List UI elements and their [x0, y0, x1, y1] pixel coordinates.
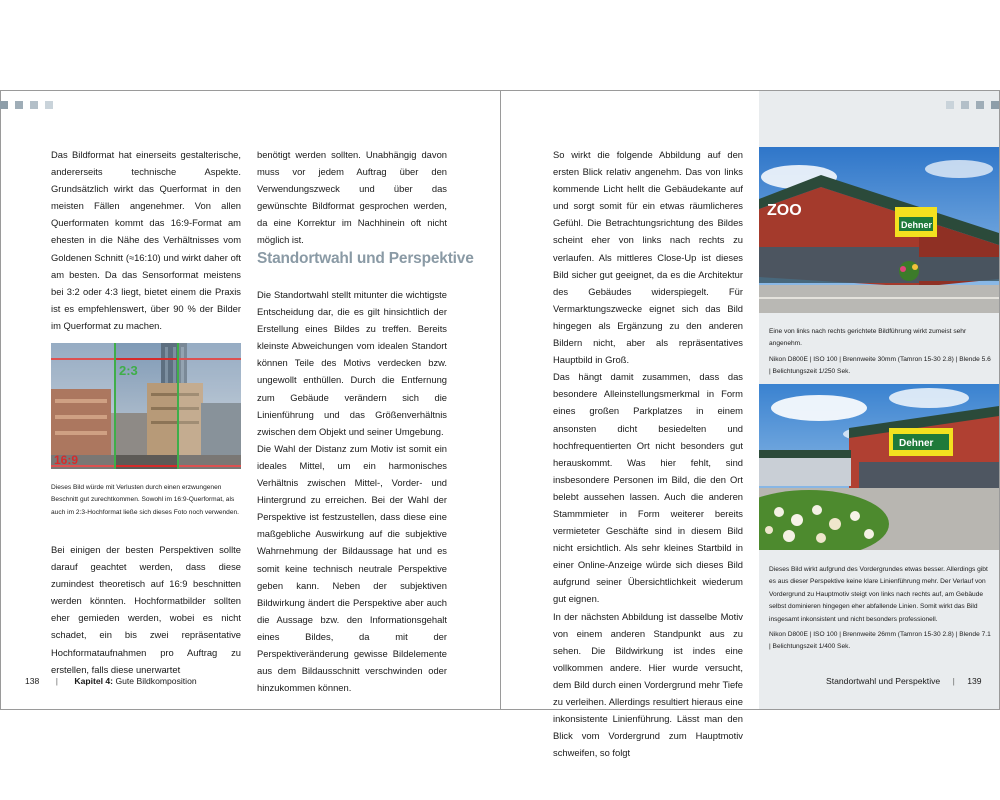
left-column-1-bottom [51, 541, 241, 678]
right-column-text [553, 146, 743, 761]
decor-square-icon [976, 101, 984, 109]
left-photo-caption [51, 482, 243, 519]
zoo-sign: ZOO [767, 202, 802, 219]
chapter-label: Kapitel 4: [74, 676, 114, 686]
decor-square-icon [0, 101, 8, 109]
caption-text: Eine von links nach rechts gerichtete Bildführung wirkt zumeist sehr angenehm. [769, 328, 967, 348]
city-street-illustration [51, 343, 241, 469]
body-paragraph: Das Bildformat hat einerseits gestalterische, andererseits technische Aspekte. Grundsätzlich wirkt das Querformat in den meisten Fällen angenehmer. Von allen Querformaten kommt das 16:9-Format am ehesten in die Nähe des Verhältnisses vom Goldenen Schnitt (≈16:10) und wirkt daher oft am besten. Da das Sensorformat meistens bei 3:2 oder 4:3 liegt, bietet einem die Praxis ist es empfehlenswert, über 90 % der Bilder im Querformat zu machen. [51, 149, 241, 331]
decor-square-icon [961, 101, 969, 109]
ratio-label-2-3: 2:3 [119, 363, 138, 378]
photo1-caption [769, 326, 991, 379]
decor-square-icon [30, 101, 38, 109]
folio-separator: | [952, 676, 955, 686]
caption-exif: Nikon D800E | ISO 100 | Brennweite 30mm (Tamron 15-30 2.8) | Blende 5.6 | Belichtungszeit 1/250 Sek. [769, 355, 991, 376]
dehner-sign: Dehner [901, 220, 933, 230]
body-paragraph: Die Standortwahl stellt mitunter die wichtigste Entscheidung dar, die es gilt hinsichtlich der Erstellung eines Bildes zu treffen. Bereits kleinste Abweichungen vom idealen Standort können Teile des Motivs verdecken bzw. ungewollt enthüllen. Durch die Entfernung zum Gebäude verändern sich die Linienführung und das Größenverhältnis zwischen dem Objekt und seiner Umgebung. [257, 289, 447, 437]
left-column-2-top [257, 146, 447, 249]
decor-square-icon [946, 101, 954, 109]
chapter-title: Gute Bildkomposition [115, 676, 197, 686]
body-paragraph: benötigt werden sollten. Unabhängig davon muss vor jedem Auftrag über den Verwendungszweck und über das gewünschte Bildformat gesprochen werden, da eine Korrektur im Nachhinein oft nicht möglich ist. [257, 149, 447, 246]
body-paragraph: Die Wahl der Distanz zum Motiv ist somit ein ideales Mittel, um ein harmonisches Verhältnis zwischen Mittel-, Vorder- und Hintergrund zu erreichen. Bei der Wahl der Perspektive ist festzustellen, dass diese eine maßgebliche Auswirkung auf die subjektive Wahrnehmung der Bildaussage hat und es somit keine technisch neutrale Perspektive geben kann. Neben der subjektiven Bildwirkung ändert die Perspektive aber auch die Aussage bzw. den Informationsgehalt eines Bildes, da mit der Perspektiveränderung gewisse Bildelemente aus dem Bildausschnitt verschwinden oder hinzukommen können. [257, 442, 447, 694]
city-street-photo [51, 343, 241, 469]
store-photo-flowers [759, 384, 999, 550]
folio-separator: | [55, 676, 58, 686]
photo2-caption [769, 564, 991, 654]
decor-square-icon [15, 101, 23, 109]
dehner-sign: Dehner [899, 438, 934, 449]
caption-exif: Nikon D800E | ISO 100 | Brennweite 26mm (Tamron 15-30 2.8) | Blende 7.1 | Belichtungszeit 1/400 Sek. [769, 631, 991, 651]
right-folio [826, 676, 982, 686]
ratio-label-16-9: 16:9 [54, 453, 79, 467]
store-flowers-illustration [759, 384, 999, 550]
section-title: Standortwahl und Perspektive [826, 676, 941, 686]
body-paragraph: Das hängt damit zusammen, dass das besondere Alleinstellungsmerkmal in Form eines großen Parkplatzes in einem ansonsten dicht besiedelten und hochfrequentierten Ort nicht besonders gut herauskommt. Was hier fehlt, sind insbesondere Personen im Bild, die den Ort belebt aussehen lassen. Auch die anderen Stammmieter in Form weiterer bereits vermieteter Geschäfte sind in diesem Bild nicht ersichtlich. Als sehr kleines Startbild in einer Online-Anzeige würde sich dieses Bild aufgrund seiner Übersichtlichkeit wiederum gut eignen. [553, 371, 743, 605]
section-heading: Standortwahl und Perspektive [257, 250, 474, 267]
caption-text: Dieses Bild wirkt aufgrund des Vordergrundes etwas besser. Allerdings gibt es aus dieser Perspektive keine klare Linienführung mehr. Der Verlauf von Vordergrund zu Hauptmotiv steigt von links nach rechts auf, am Gebäude selbst dominieren hingegen eher abfallende Linien. Somit wirkt das Bild insgesamt inkonsistent und nicht besonders professionell. [769, 566, 988, 623]
decor-square-icon [45, 101, 53, 109]
caption-text: Dieses Bild würde mit Verlusten durch einen erzwungenen Beschnitt gut zurechtkommen. Sowohl im 16:9-Querformat, als auch im 2:3-Hochformat ließe sich dieses Foto noch verwenden. [51, 484, 240, 516]
left-column-2-bottom [257, 286, 447, 696]
left-column-1-top [51, 146, 241, 334]
decor-square-icon [991, 101, 999, 109]
page-number: 139 [967, 676, 982, 686]
page-number: 138 [25, 676, 40, 686]
store-photo-corner [759, 147, 999, 313]
store-corner-illustration [759, 147, 999, 313]
body-paragraph: So wirkt die folgende Abbildung auf den ersten Blick relativ angenehm. Das von links kommende Licht hellt die Gebäudekante auf und sorgt somit für ein etwas räumlicheres Gefühl. Die Betrachtungsrichtung des Bildes scheint eher von links nach rechts zu verlaufen. Als mittleres Close-Up ist dieses Bild sicher gut geeignet, da es die Architektur des Gebäudes widerspiegelt. Für Vermarktungszwecke eignet sich das Bild hingegen als Ergänzung zu den anderen Bildern nicht, aber als repräsentatives Hauptbild in Groß. [553, 149, 743, 366]
body-paragraph: In der nächsten Abbildung ist dasselbe Motiv von einem anderen Standpunkt aus zu sehen. Die Bildwirkung ist indes eine vollkommen andere. Hier wurde versucht, dem Bild durch einen Vordergrund mehr Tiefe zu verleihen. Allerdings resultiert hieraus eine inkonsistente Linienführung. Lässt man den Blick vom Vordergrund zum Hauptmotiv schweifen, so folgt [553, 610, 743, 759]
left-folio [25, 676, 197, 686]
body-paragraph: Bei einigen der besten Perspektiven sollte darauf geachtet werden, dass diese zumindest theoretisch auf 16:9 beschnitten werden könnten. Hochformatbilder sollten eher gemieden werden, wobei es nicht schadet, ein bis zwei repräsentative Hochformataufnahmen pro Auftrag zu erstellen, falls diese unerwartet [51, 544, 241, 675]
